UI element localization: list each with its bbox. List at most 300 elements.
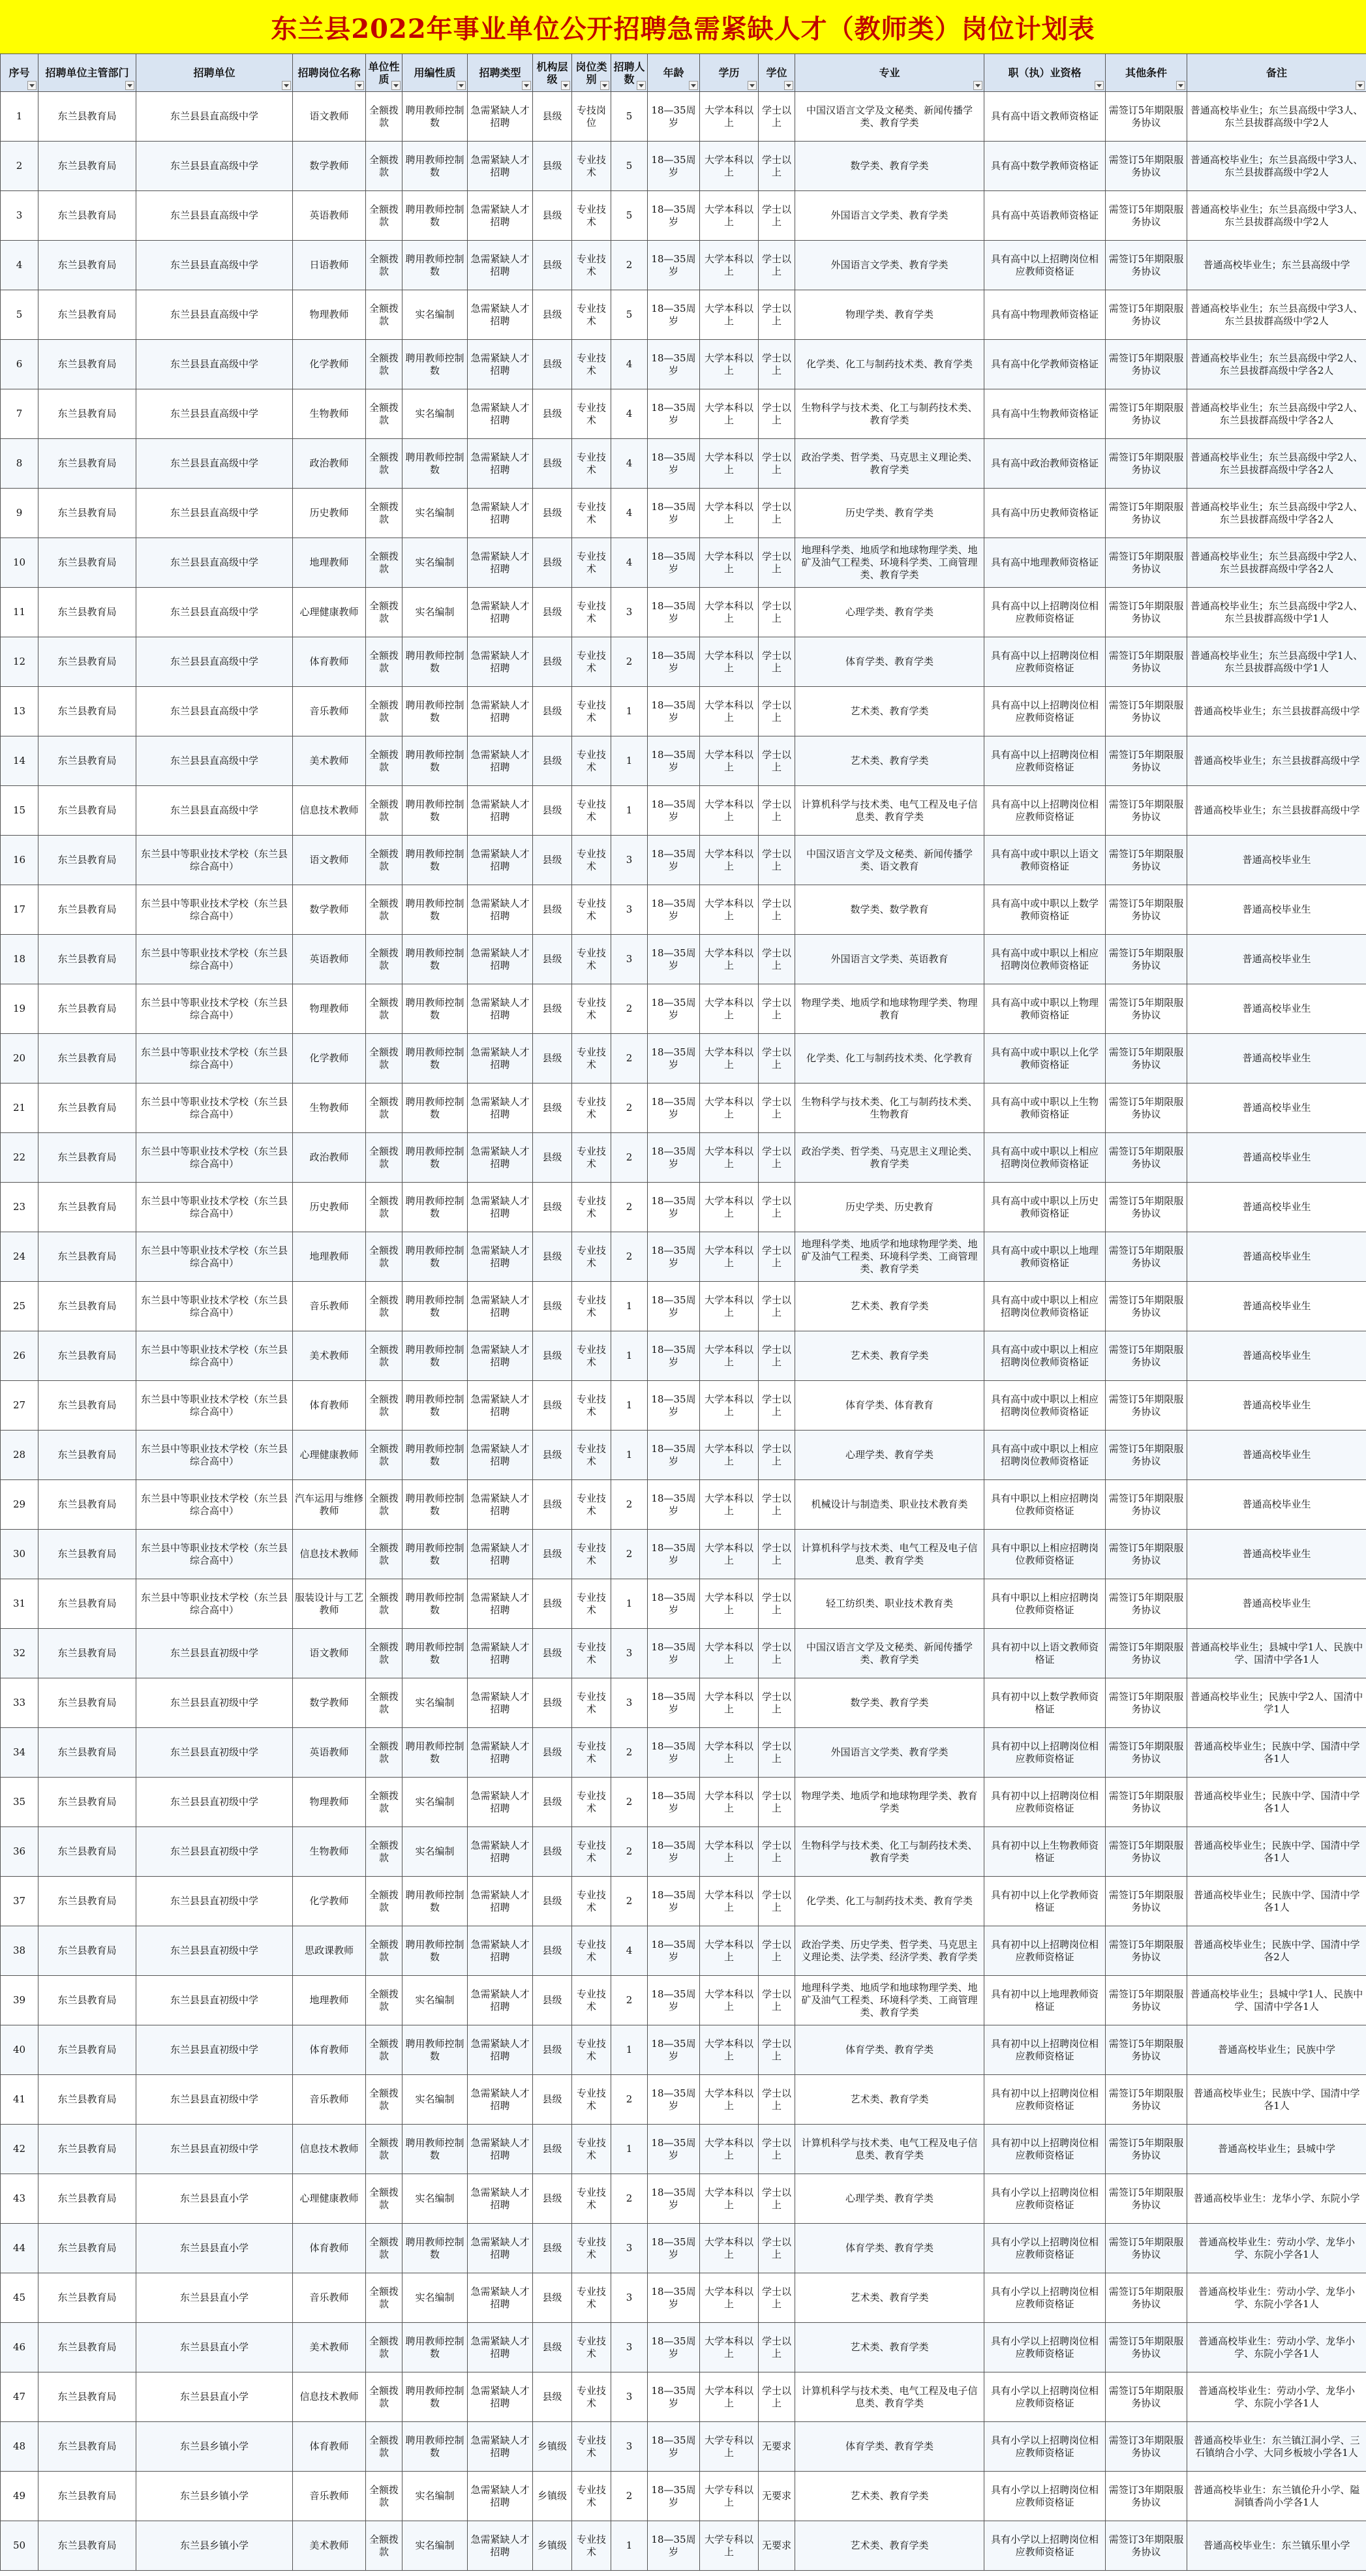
cell-position[interactable]: 美术教师 (293, 2323, 366, 2372)
cell-degree[interactable]: 学士以上 (759, 241, 795, 290)
cell-other-conditions[interactable]: 需签订5年期限服务协议 (1106, 1976, 1187, 2025)
cell-age[interactable]: 18—35周岁 (648, 637, 700, 687)
cell-category[interactable]: 专业技术 (572, 736, 611, 786)
cell-level[interactable]: 县级 (533, 588, 572, 637)
cell-unit-type[interactable]: 全额拨款 (366, 290, 402, 340)
cell-headcount[interactable]: 1 (611, 786, 648, 836)
cell-position[interactable]: 语文教师 (293, 836, 366, 885)
cell-unit[interactable]: 东兰县中等职业技术学校（东兰县综合高中） (136, 1133, 293, 1183)
cell-remarks[interactable]: 普通高校毕业生：劳动小学、龙华小学、东院小学各1人 (1187, 2273, 1366, 2323)
cell-unit-type[interactable]: 全额拨款 (366, 1778, 402, 1827)
cell-category[interactable]: 专业技术 (572, 340, 611, 389)
cell-seq[interactable]: 15 (1, 786, 38, 836)
cell-remarks[interactable]: 普通高校毕业生 (1187, 935, 1366, 984)
cell-education[interactable]: 大学本科以上 (700, 588, 759, 637)
cell-unit-type[interactable]: 全额拨款 (366, 1183, 402, 1232)
cell-headcount[interactable]: 1 (611, 2125, 648, 2174)
cell-qualification[interactable]: 具有高中或中职以上历史教师资格证 (984, 1183, 1106, 1232)
cell-education[interactable]: 大学本科以上 (700, 836, 759, 885)
cell-major[interactable]: 地理科学类、地质学和地球物理学类、地矿及油气工程类、环境科学类、工商管理类、教育学类 (795, 1976, 984, 2025)
cell-category[interactable]: 专业技术 (572, 389, 611, 439)
cell-major[interactable]: 计算机科学与技术类、电气工程及电子信息类、教育学类 (795, 2125, 984, 2174)
cell-department[interactable]: 东兰县教育局 (38, 1926, 136, 1976)
cell-remarks[interactable]: 普通高校毕业生 (1187, 1480, 1366, 1530)
cell-qualification[interactable]: 具有高中或中职以上生物教师资格证 (984, 1083, 1106, 1133)
cell-headcount[interactable]: 2 (611, 2472, 648, 2521)
cell-qualification[interactable]: 具有高中或中职以上相应招聘岗位教师资格证 (984, 1133, 1106, 1183)
cell-unit[interactable]: 东兰县县直初级中学 (136, 2075, 293, 2125)
cell-major[interactable]: 艺术类、教育学类 (795, 2472, 984, 2521)
cell-staffing[interactable]: 实名编制 (402, 1678, 468, 1728)
cell-recruit-type[interactable]: 急需紧缺人才招聘 (468, 1480, 533, 1530)
cell-unit[interactable]: 东兰县中等职业技术学校（东兰县综合高中） (136, 984, 293, 1034)
cell-department[interactable]: 东兰县教育局 (38, 1331, 136, 1381)
cell-other-conditions[interactable]: 需签订5年期限服务协议 (1106, 191, 1187, 241)
cell-remarks[interactable]: 普通高校毕业生 (1187, 1431, 1366, 1480)
cell-position[interactable]: 体育教师 (293, 1381, 366, 1431)
cell-unit[interactable]: 东兰县中等职业技术学校（东兰县综合高中） (136, 1083, 293, 1133)
cell-position[interactable]: 生物教师 (293, 1083, 366, 1133)
cell-degree[interactable]: 学士以上 (759, 1926, 795, 1976)
cell-remarks[interactable]: 普通高校毕业生：劳动小学、龙华小学、东院小学各1人 (1187, 2323, 1366, 2372)
cell-major[interactable]: 数学类、教育学类 (795, 1678, 984, 1728)
cell-degree[interactable]: 学士以上 (759, 340, 795, 389)
cell-other-conditions[interactable]: 需签订5年期限服务协议 (1106, 1381, 1187, 1431)
cell-department[interactable]: 东兰县教育局 (38, 2472, 136, 2521)
cell-remarks[interactable]: 普通高校毕业生；东兰县拔群高级中学 (1187, 687, 1366, 736)
cell-headcount[interactable]: 1 (611, 736, 648, 786)
cell-other-conditions[interactable]: 需签订5年期限服务协议 (1106, 637, 1187, 687)
cell-education[interactable]: 大学本科以上 (700, 1976, 759, 2025)
cell-level[interactable]: 县级 (533, 241, 572, 290)
cell-major[interactable]: 外国语言文学类、教育学类 (795, 1728, 984, 1778)
cell-other-conditions[interactable]: 需签订5年期限服务协议 (1106, 885, 1187, 935)
cell-major[interactable]: 体育学类、教育学类 (795, 2422, 984, 2472)
cell-degree[interactable]: 学士以上 (759, 2273, 795, 2323)
cell-degree[interactable]: 学士以上 (759, 2174, 795, 2224)
cell-other-conditions[interactable]: 需签订5年期限服务协议 (1106, 1728, 1187, 1778)
cell-department[interactable]: 东兰县教育局 (38, 2521, 136, 2571)
cell-unit-type[interactable]: 全额拨款 (366, 637, 402, 687)
col-header-qualification[interactable] (984, 54, 1106, 92)
cell-remarks[interactable]: 普通高校毕业生：龙华小学、东院小学 (1187, 2174, 1366, 2224)
cell-unit-type[interactable]: 全额拨款 (366, 2422, 402, 2472)
cell-category[interactable]: 专业技术 (572, 241, 611, 290)
cell-headcount[interactable]: 2 (611, 1480, 648, 1530)
cell-category[interactable]: 专业技术 (572, 2323, 611, 2372)
cell-staffing[interactable]: 聘用教师控制数 (402, 1579, 468, 1629)
cell-remarks[interactable]: 普通高校毕业生 (1187, 984, 1366, 1034)
cell-position[interactable]: 音乐教师 (293, 2075, 366, 2125)
cell-unit[interactable]: 东兰县县直高级中学 (136, 142, 293, 191)
cell-department[interactable]: 东兰县教育局 (38, 1629, 136, 1678)
cell-recruit-type[interactable]: 急需紧缺人才招聘 (468, 1877, 533, 1926)
cell-unit[interactable]: 东兰县中等职业技术学校（东兰县综合高中） (136, 1579, 293, 1629)
cell-remarks[interactable]: 普通高校毕业生 (1187, 1232, 1366, 1282)
cell-position[interactable]: 历史教师 (293, 489, 366, 538)
cell-degree[interactable]: 学士以上 (759, 687, 795, 736)
cell-education[interactable]: 大学本科以上 (700, 637, 759, 687)
cell-recruit-type[interactable]: 急需紧缺人才招聘 (468, 489, 533, 538)
cell-level[interactable]: 县级 (533, 389, 572, 439)
cell-staffing[interactable]: 聘用教师控制数 (402, 885, 468, 935)
cell-qualification[interactable]: 具有小学以上招聘岗位相应教师资格证 (984, 2174, 1106, 2224)
cell-position[interactable]: 体育教师 (293, 2224, 366, 2273)
cell-seq[interactable]: 8 (1, 439, 38, 489)
cell-age[interactable]: 18—35周岁 (648, 2125, 700, 2174)
cell-recruit-type[interactable]: 急需紧缺人才招聘 (468, 1431, 533, 1480)
cell-level[interactable]: 县级 (533, 1183, 572, 1232)
cell-headcount[interactable]: 5 (611, 142, 648, 191)
cell-department[interactable]: 东兰县教育局 (38, 1728, 136, 1778)
cell-level[interactable]: 县级 (533, 2125, 572, 2174)
cell-qualification[interactable]: 具有初中以上招聘岗位相应教师资格证 (984, 2025, 1106, 2075)
cell-category[interactable]: 专业技术 (572, 191, 611, 241)
cell-level[interactable]: 县级 (533, 2224, 572, 2273)
cell-other-conditions[interactable]: 需签订5年期限服务协议 (1106, 1530, 1187, 1579)
cell-level[interactable]: 县级 (533, 538, 572, 588)
cell-headcount[interactable]: 3 (611, 2323, 648, 2372)
cell-department[interactable]: 东兰县教育局 (38, 2075, 136, 2125)
cell-department[interactable]: 东兰县教育局 (38, 588, 136, 637)
cell-remarks[interactable]: 普通高校毕业生；民族中学、国清中学各1人 (1187, 1778, 1366, 1827)
cell-unit-type[interactable]: 全额拨款 (366, 340, 402, 389)
cell-degree[interactable]: 学士以上 (759, 2323, 795, 2372)
cell-major[interactable]: 体育学类、体育教育 (795, 1381, 984, 1431)
cell-remarks[interactable]: 普通高校毕业生 (1187, 1083, 1366, 1133)
cell-degree[interactable]: 学士以上 (759, 786, 795, 836)
cell-other-conditions[interactable]: 需签订5年期限服务协议 (1106, 588, 1187, 637)
cell-recruit-type[interactable]: 急需紧缺人才招聘 (468, 1331, 533, 1381)
cell-seq[interactable]: 35 (1, 1778, 38, 1827)
cell-unit[interactable]: 东兰县中等职业技术学校（东兰县综合高中） (136, 1282, 293, 1331)
cell-other-conditions[interactable]: 需签订5年期限服务协议 (1106, 736, 1187, 786)
cell-remarks[interactable]: 普通高校毕业生；东兰县拔群高级中学 (1187, 786, 1366, 836)
cell-level[interactable]: 县级 (533, 1629, 572, 1678)
cell-category[interactable]: 专业技术 (572, 1034, 611, 1083)
cell-qualification[interactable]: 具有初中以上招聘岗位相应教师资格证 (984, 1926, 1106, 1976)
cell-seq[interactable]: 31 (1, 1579, 38, 1629)
cell-position[interactable]: 日语教师 (293, 241, 366, 290)
cell-seq[interactable]: 50 (1, 2521, 38, 2571)
cell-department[interactable]: 东兰县教育局 (38, 637, 136, 687)
cell-headcount[interactable]: 1 (611, 1431, 648, 1480)
cell-other-conditions[interactable]: 需签订5年期限服务协议 (1106, 2372, 1187, 2422)
cell-position[interactable]: 地理教师 (293, 1232, 366, 1282)
cell-qualification[interactable]: 具有高中或中职以上相应招聘岗位教师资格证 (984, 1431, 1106, 1480)
cell-staffing[interactable]: 聘用教师控制数 (402, 786, 468, 836)
cell-degree[interactable]: 学士以上 (759, 92, 795, 142)
cell-major[interactable]: 生物科学与技术类、化工与制药技术类、教育学类 (795, 1827, 984, 1877)
cell-qualification[interactable]: 具有高中或中职以上相应招聘岗位教师资格证 (984, 1331, 1106, 1381)
cell-other-conditions[interactable]: 需签订5年期限服务协议 (1106, 1579, 1187, 1629)
cell-recruit-type[interactable]: 急需紧缺人才招聘 (468, 687, 533, 736)
cell-major[interactable]: 体育学类、教育学类 (795, 637, 984, 687)
cell-level[interactable]: 县级 (533, 2323, 572, 2372)
cell-recruit-type[interactable]: 急需紧缺人才招聘 (468, 241, 533, 290)
cell-staffing[interactable]: 聘用教师控制数 (402, 736, 468, 786)
col-header-department[interactable] (38, 54, 136, 92)
cell-education[interactable]: 大学本科以上 (700, 1827, 759, 1877)
cell-age[interactable]: 18—35周岁 (648, 191, 700, 241)
cell-level[interactable]: 县级 (533, 836, 572, 885)
cell-major[interactable]: 外国语言文学类、英语教育 (795, 935, 984, 984)
cell-education[interactable]: 大学本科以上 (700, 2174, 759, 2224)
cell-headcount[interactable]: 2 (611, 2075, 648, 2125)
cell-recruit-type[interactable]: 急需紧缺人才招聘 (468, 1232, 533, 1282)
cell-staffing[interactable]: 聘用教师控制数 (402, 1381, 468, 1431)
cell-seq[interactable]: 25 (1, 1282, 38, 1331)
cell-age[interactable]: 18—35周岁 (648, 489, 700, 538)
cell-position[interactable]: 思政课教师 (293, 1926, 366, 1976)
cell-degree[interactable]: 学士以上 (759, 1976, 795, 2025)
cell-age[interactable]: 18—35周岁 (648, 2224, 700, 2273)
cell-degree[interactable]: 学士以上 (759, 1331, 795, 1381)
cell-category[interactable]: 专业技术 (572, 2224, 611, 2273)
cell-recruit-type[interactable]: 急需紧缺人才招聘 (468, 588, 533, 637)
cell-education[interactable]: 大学本科以上 (700, 935, 759, 984)
cell-department[interactable]: 东兰县教育局 (38, 290, 136, 340)
cell-headcount[interactable]: 1 (611, 1579, 648, 1629)
cell-remarks[interactable]: 普通高校毕业生；东兰县高级中学2人、东兰县拔群高级中学1人 (1187, 588, 1366, 637)
cell-recruit-type[interactable]: 急需紧缺人才招聘 (468, 92, 533, 142)
cell-other-conditions[interactable]: 需签订5年期限服务协议 (1106, 935, 1187, 984)
cell-unit[interactable]: 东兰县县直小学 (136, 2323, 293, 2372)
cell-category[interactable]: 专业技术 (572, 1728, 611, 1778)
cell-major[interactable]: 政治学类、哲学类、马克思主义理论类、教育学类 (795, 439, 984, 489)
cell-unit[interactable]: 东兰县中等职业技术学校（东兰县综合高中） (136, 1530, 293, 1579)
cell-staffing[interactable]: 实名编制 (402, 2273, 468, 2323)
cell-level[interactable]: 县级 (533, 290, 572, 340)
cell-unit[interactable]: 东兰县县直初级中学 (136, 1728, 293, 1778)
cell-age[interactable]: 18—35周岁 (648, 786, 700, 836)
cell-unit-type[interactable]: 全额拨款 (366, 2075, 402, 2125)
cell-department[interactable]: 东兰县教育局 (38, 92, 136, 142)
cell-unit-type[interactable]: 全额拨款 (366, 1579, 402, 1629)
cell-unit-type[interactable]: 全额拨款 (366, 836, 402, 885)
cell-degree[interactable]: 学士以上 (759, 290, 795, 340)
cell-education[interactable]: 大学本科以上 (700, 1778, 759, 1827)
cell-department[interactable]: 东兰县教育局 (38, 836, 136, 885)
cell-qualification[interactable]: 具有小学以上招聘岗位相应教师资格证 (984, 2521, 1106, 2571)
cell-unit[interactable]: 东兰县县直高级中学 (136, 340, 293, 389)
cell-position[interactable]: 信息技术教师 (293, 2372, 366, 2422)
cell-unit-type[interactable]: 全额拨款 (366, 2273, 402, 2323)
cell-headcount[interactable]: 2 (611, 2174, 648, 2224)
cell-recruit-type[interactable]: 急需紧缺人才招聘 (468, 2422, 533, 2472)
cell-headcount[interactable]: 3 (611, 1629, 648, 1678)
cell-education[interactable]: 大学本科以上 (700, 1579, 759, 1629)
cell-unit-type[interactable]: 全额拨款 (366, 1976, 402, 2025)
cell-headcount[interactable]: 2 (611, 1877, 648, 1926)
cell-recruit-type[interactable]: 急需紧缺人才招聘 (468, 1530, 533, 1579)
cell-department[interactable]: 东兰县教育局 (38, 2273, 136, 2323)
cell-qualification[interactable]: 具有高中以上招聘岗位相应教师资格证 (984, 687, 1106, 736)
cell-seq[interactable]: 6 (1, 340, 38, 389)
cell-other-conditions[interactable]: 需签订5年期限服务协议 (1106, 241, 1187, 290)
cell-degree[interactable]: 学士以上 (759, 1083, 795, 1133)
cell-level[interactable]: 县级 (533, 2174, 572, 2224)
filter-dropdown-icon[interactable] (689, 81, 698, 90)
cell-level[interactable]: 县级 (533, 1232, 572, 1282)
cell-position[interactable]: 数学教师 (293, 885, 366, 935)
cell-education[interactable]: 大学本科以上 (700, 1480, 759, 1530)
cell-education[interactable]: 大学专科以上 (700, 2521, 759, 2571)
cell-education[interactable]: 大学本科以上 (700, 1530, 759, 1579)
cell-remarks[interactable]: 普通高校毕业生；县城中学 (1187, 2125, 1366, 2174)
cell-education[interactable]: 大学本科以上 (700, 2224, 759, 2273)
cell-seq[interactable]: 18 (1, 935, 38, 984)
cell-other-conditions[interactable]: 需签订3年期限服务协议 (1106, 2472, 1187, 2521)
cell-department[interactable]: 东兰县教育局 (38, 984, 136, 1034)
cell-major[interactable]: 轻工纺织类、职业技术教育类 (795, 1579, 984, 1629)
cell-qualification[interactable]: 具有高中语文教师资格证 (984, 92, 1106, 142)
cell-remarks[interactable]: 普通高校毕业生；东兰县高级中学2人、东兰县拔群高级中学各2人 (1187, 489, 1366, 538)
cell-unit[interactable]: 东兰县县直高级中学 (136, 736, 293, 786)
cell-qualification[interactable]: 具有高中历史教师资格证 (984, 489, 1106, 538)
cell-level[interactable]: 县级 (533, 1778, 572, 1827)
cell-remarks[interactable]: 普通高校毕业生 (1187, 1133, 1366, 1183)
cell-seq[interactable]: 9 (1, 489, 38, 538)
cell-seq[interactable]: 40 (1, 2025, 38, 2075)
cell-seq[interactable]: 33 (1, 1678, 38, 1728)
cell-category[interactable]: 专业技术 (572, 2125, 611, 2174)
cell-other-conditions[interactable]: 需签订5年期限服务协议 (1106, 340, 1187, 389)
cell-position[interactable]: 心理健康教师 (293, 588, 366, 637)
cell-unit-type[interactable]: 全额拨款 (366, 1381, 402, 1431)
col-header-remarks[interactable] (1187, 54, 1366, 92)
cell-category[interactable]: 专业技术 (572, 1083, 611, 1133)
cell-position[interactable]: 信息技术教师 (293, 786, 366, 836)
cell-major[interactable]: 艺术类、教育学类 (795, 2075, 984, 2125)
cell-unit[interactable]: 东兰县乡镇小学 (136, 2472, 293, 2521)
cell-age[interactable]: 18—35周岁 (648, 1629, 700, 1678)
filter-dropdown-icon[interactable] (457, 81, 466, 90)
cell-age[interactable]: 18—35周岁 (648, 142, 700, 191)
cell-unit[interactable]: 东兰县中等职业技术学校（东兰县综合高中） (136, 1232, 293, 1282)
cell-education[interactable]: 大学专科以上 (700, 2472, 759, 2521)
cell-position[interactable]: 生物教师 (293, 1827, 366, 1877)
cell-education[interactable]: 大学本科以上 (700, 538, 759, 588)
cell-recruit-type[interactable]: 急需紧缺人才招聘 (468, 1678, 533, 1728)
col-header-education[interactable] (700, 54, 759, 92)
cell-education[interactable]: 大学本科以上 (700, 340, 759, 389)
cell-unit-type[interactable]: 全额拨款 (366, 588, 402, 637)
cell-staffing[interactable]: 聘用教师控制数 (402, 1480, 468, 1530)
cell-other-conditions[interactable]: 需签订5年期限服务协议 (1106, 1133, 1187, 1183)
cell-qualification[interactable]: 具有高中以上招聘岗位相应教师资格证 (984, 786, 1106, 836)
cell-degree[interactable]: 学士以上 (759, 836, 795, 885)
cell-staffing[interactable]: 聘用教师控制数 (402, 836, 468, 885)
cell-staffing[interactable]: 实名编制 (402, 2521, 468, 2571)
cell-category[interactable]: 专业技术 (572, 439, 611, 489)
cell-remarks[interactable]: 普通高校毕业生；东兰县高级中学2人、东兰县拔群高级中学各2人 (1187, 439, 1366, 489)
cell-position[interactable]: 体育教师 (293, 2422, 366, 2472)
cell-staffing[interactable]: 聘用教师控制数 (402, 92, 468, 142)
cell-unit[interactable]: 东兰县县直初级中学 (136, 1678, 293, 1728)
cell-category[interactable]: 专业技术 (572, 2174, 611, 2224)
cell-position[interactable]: 物理教师 (293, 290, 366, 340)
cell-age[interactable]: 18—35周岁 (648, 1331, 700, 1381)
cell-age[interactable]: 18—35周岁 (648, 1579, 700, 1629)
cell-education[interactable]: 大学本科以上 (700, 1678, 759, 1728)
cell-unit-type[interactable]: 全额拨款 (366, 2125, 402, 2174)
cell-qualification[interactable]: 具有小学以上招聘岗位相应教师资格证 (984, 2273, 1106, 2323)
cell-recruit-type[interactable]: 急需紧缺人才招聘 (468, 1778, 533, 1827)
cell-remarks[interactable]: 普通高校毕业生；东兰县高级中学1人、东兰县拔群高级中学1人 (1187, 637, 1366, 687)
cell-education[interactable]: 大学本科以上 (700, 984, 759, 1034)
cell-headcount[interactable]: 3 (611, 1678, 648, 1728)
cell-unit-type[interactable]: 全额拨款 (366, 2372, 402, 2422)
cell-age[interactable]: 18—35周岁 (648, 2422, 700, 2472)
cell-unit[interactable]: 东兰县县直初级中学 (136, 1778, 293, 1827)
cell-unit-type[interactable]: 全额拨款 (366, 2323, 402, 2372)
cell-remarks[interactable]: 普通高校毕业生；东兰县高级中学3人、东兰县拔群高级中学2人 (1187, 191, 1366, 241)
cell-education[interactable]: 大学本科以上 (700, 241, 759, 290)
filter-dropdown-icon[interactable] (355, 81, 364, 90)
cell-unit-type[interactable]: 全额拨款 (366, 1629, 402, 1678)
cell-category[interactable]: 专业技术 (572, 1976, 611, 2025)
cell-other-conditions[interactable]: 需签订3年期限服务协议 (1106, 2422, 1187, 2472)
cell-other-conditions[interactable]: 需签订3年期限服务协议 (1106, 2521, 1187, 2571)
cell-age[interactable]: 18—35周岁 (648, 1926, 700, 1976)
cell-recruit-type[interactable]: 急需紧缺人才招聘 (468, 2075, 533, 2125)
cell-staffing[interactable]: 聘用教师控制数 (402, 1926, 468, 1976)
cell-headcount[interactable]: 3 (611, 2224, 648, 2273)
cell-staffing[interactable]: 实名编制 (402, 2174, 468, 2224)
cell-age[interactable]: 18—35周岁 (648, 1381, 700, 1431)
cell-recruit-type[interactable]: 急需紧缺人才招聘 (468, 786, 533, 836)
cell-other-conditions[interactable]: 需签订5年期限服务协议 (1106, 290, 1187, 340)
cell-category[interactable]: 专业技术 (572, 687, 611, 736)
col-header-level[interactable] (533, 54, 572, 92)
cell-degree[interactable]: 学士以上 (759, 489, 795, 538)
cell-unit[interactable]: 东兰县中等职业技术学校（东兰县综合高中） (136, 1183, 293, 1232)
cell-staffing[interactable]: 聘用教师控制数 (402, 1877, 468, 1926)
cell-remarks[interactable]: 普通高校毕业生 (1187, 885, 1366, 935)
cell-unit-type[interactable]: 全额拨款 (366, 1877, 402, 1926)
cell-unit-type[interactable]: 全额拨款 (366, 2224, 402, 2273)
filter-dropdown-icon[interactable] (600, 81, 609, 90)
col-header-seq[interactable] (1, 54, 38, 92)
cell-qualification[interactable]: 具有初中以上生物教师资格证 (984, 1827, 1106, 1877)
col-header-headcount[interactable] (611, 54, 648, 92)
cell-level[interactable]: 县级 (533, 1877, 572, 1926)
cell-level[interactable]: 县级 (533, 2372, 572, 2422)
cell-qualification[interactable]: 具有高中生物教师资格证 (984, 389, 1106, 439)
cell-category[interactable]: 专业技术 (572, 1133, 611, 1183)
cell-level[interactable]: 县级 (533, 1976, 572, 2025)
cell-unit[interactable]: 东兰县县直初级中学 (136, 1976, 293, 2025)
cell-category[interactable]: 专业技术 (572, 2422, 611, 2472)
cell-staffing[interactable]: 聘用教师控制数 (402, 1530, 468, 1579)
cell-level[interactable]: 县级 (533, 1282, 572, 1331)
cell-seq[interactable]: 1 (1, 92, 38, 142)
cell-level[interactable]: 乡镇级 (533, 2472, 572, 2521)
cell-headcount[interactable]: 4 (611, 389, 648, 439)
cell-unit-type[interactable]: 全额拨款 (366, 1678, 402, 1728)
cell-qualification[interactable]: 具有高中以上招聘岗位相应教师资格证 (984, 241, 1106, 290)
cell-remarks[interactable]: 普通高校毕业生；民族中学 (1187, 2025, 1366, 2075)
cell-remarks[interactable]: 普通高校毕业生；民族中学、国清中学各1人 (1187, 2075, 1366, 2125)
cell-recruit-type[interactable]: 急需紧缺人才招聘 (468, 1827, 533, 1877)
cell-education[interactable]: 大学本科以上 (700, 2323, 759, 2372)
cell-seq[interactable]: 11 (1, 588, 38, 637)
cell-seq[interactable]: 10 (1, 538, 38, 588)
cell-headcount[interactable]: 1 (611, 1282, 648, 1331)
cell-category[interactable]: 专业技术 (572, 885, 611, 935)
cell-category[interactable]: 专业技术 (572, 538, 611, 588)
